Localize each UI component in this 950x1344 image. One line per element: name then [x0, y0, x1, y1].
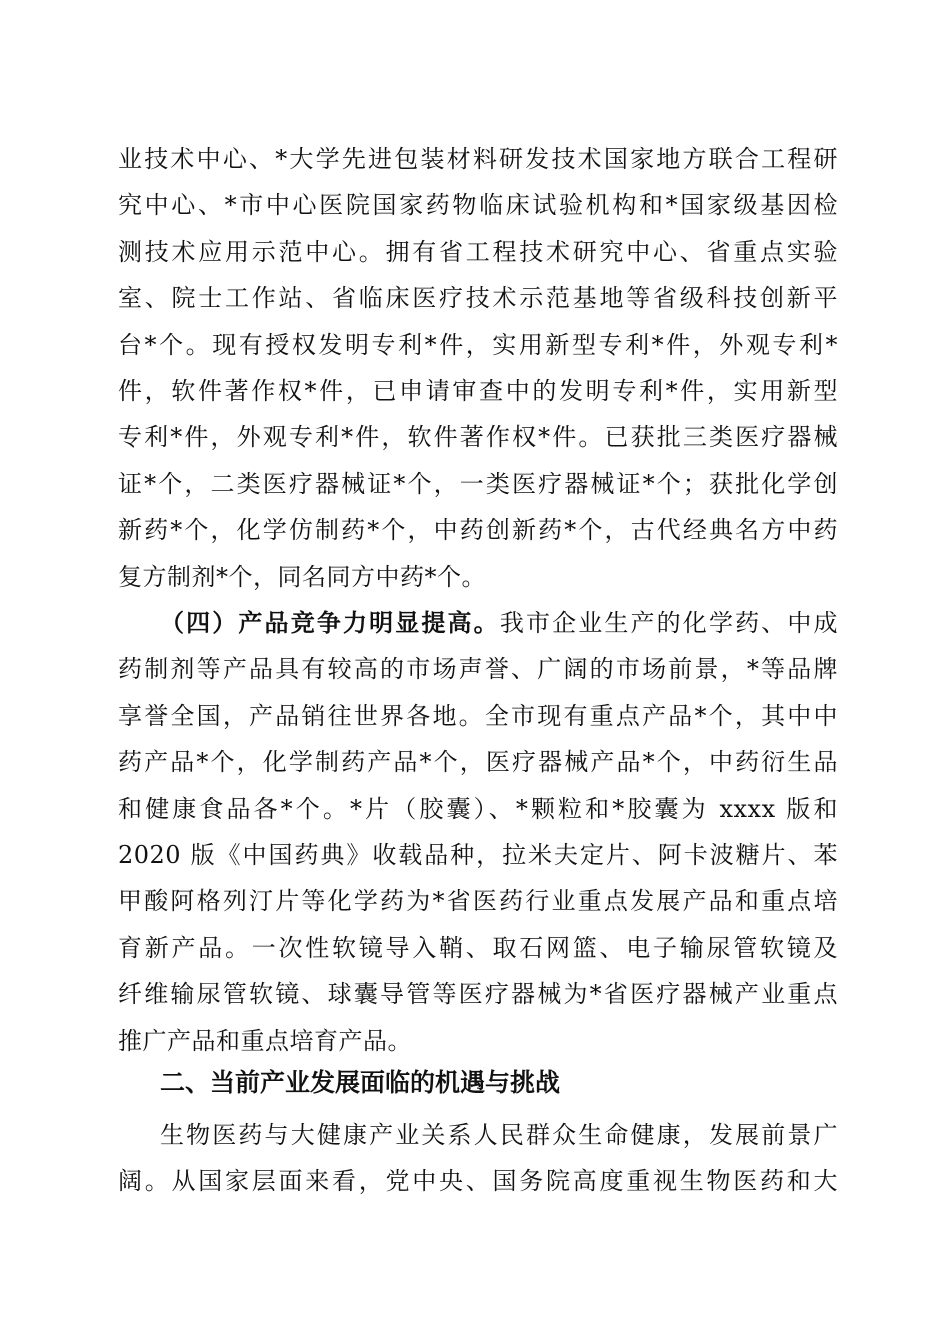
text-line: 享誉全国，产品销往世界各地。全市现有重点产品*个，其中中 [118, 701, 838, 730]
text-line: 专利*件，外观专利*件，软件著作权*件。已获批三类医疗器械 [118, 423, 838, 452]
section-heading: 二、当前产业发展面临的机遇与挑战 [160, 1068, 561, 1097]
text-line: 推广产品和重点培育产品。 [118, 1026, 412, 1055]
text-line: 究中心、*市中心医院国家药物临床试验机构和*国家级基因检 [118, 191, 838, 220]
text-line: 生物医药与大健康产业关系人民群众生命健康，发展前景广 [160, 1121, 838, 1149]
text-line: 和健康食品各*个。*片（胶囊）、*颗粒和*胶囊为 xxxx 版和 [118, 794, 838, 823]
paragraph-innovation-platforms [118, 136, 838, 600]
text-line: 纤维输尿管软镜、球囊导管等医疗器械为*省医疗器械产业重点 [118, 980, 838, 1009]
lead-line-rest: 我市企业生产的化学药、中成 [499, 609, 839, 637]
paragraph-opportunities [118, 1112, 838, 1205]
paragraph-product-competitiveness [118, 600, 838, 1064]
text-line: 药产品*个，化学制药产品*个，医疗器械产品*个，中药衍生品 [118, 748, 838, 777]
text-line: 新药*个，化学仿制药*个，中药创新药*个，古代经典名方中药 [118, 516, 838, 545]
text-line: 甲酸阿格列汀片等化学药为*省医药行业重点发展产品和重点培 [118, 887, 838, 916]
text-line [118, 600, 838, 646]
text-line: 业技术中心、*大学先进包装材料研发技术国家地方联合工程研 [118, 145, 838, 173]
text-line: 件，软件著作权*件，已申请审查中的发明专利*件，实用新型 [118, 376, 838, 405]
text-line: 台*个。现有授权发明专利*件，实用新型专利*件，外观专利* [118, 330, 838, 359]
text-line: 药制剂等产品具有较高的市场声誉、广阔的市场前景，*等品牌 [118, 655, 838, 684]
text-line: 测技术应用示范中心。拥有省工程技术研究中心、省重点实验 [118, 237, 838, 266]
text-line: 证*个，二类医疗器械证*个，一类医疗器械证*个；获批化学创 [118, 469, 838, 498]
text-line: 阔。从国家层面来看，党中央、国务院高度重视生物医药和大 [118, 1167, 838, 1196]
subsection-lead: （四）产品竞争力明显提高。 [160, 609, 500, 637]
text-line: 室、院士工作站、省临床医疗技术示范基地等省级科技创新平 [118, 284, 838, 313]
text-line: 育新产品。一次性软镜导入鞘、取石网篮、电子输尿管软镜及 [118, 933, 838, 962]
text-line: 复方制剂*个，同名同方中药*个。 [118, 562, 486, 591]
text-line: 2020 版《中国药典》收载品种，拉米夫定片、阿卡波糖片、苯 [118, 840, 838, 869]
